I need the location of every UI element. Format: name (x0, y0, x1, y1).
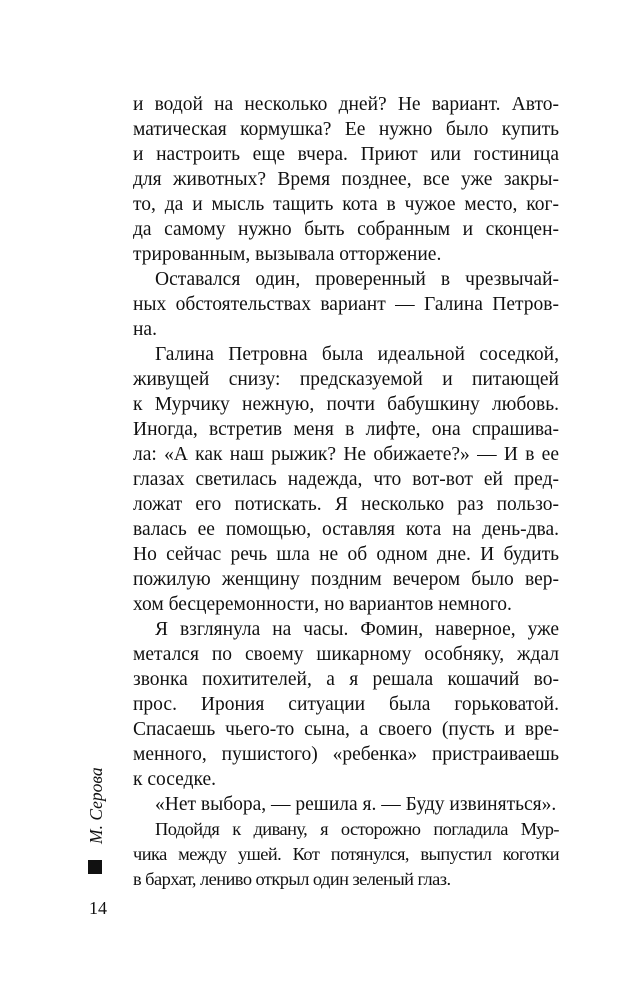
author-name: М. Серова (86, 767, 106, 844)
text-line: «Нет выбора, — решила я. — Буду извиняться». (155, 794, 557, 815)
text-line: Галина Петровна была идеальной соседкой, (155, 344, 559, 365)
text-line: и водой на несколько дней? Не вариант. Авто- (133, 94, 559, 115)
text-line: для животных? Время позднее, все уже закры- (133, 169, 559, 190)
text-line: к соседке. (133, 769, 216, 790)
text-line: да самому нужно быть собранным и сконцен- (133, 219, 559, 240)
text-line: матическая кормушка? Ее нужно было купить (133, 119, 559, 140)
text-line: и настроить еще вчера. Приют или гостиница (133, 144, 559, 165)
page-number: 14 (89, 898, 107, 918)
text-line: Я взглянула на часы. Фомин, наверное, уже (155, 619, 559, 640)
text-line: менного, пушистого) «ребенка» пристраиваешь (133, 744, 559, 765)
text-line: ла: «А как наш рыжик? Не обижаете?» — И в ее (133, 444, 559, 465)
text-line: Оставался один, проверенный в чрезвычай- (155, 269, 559, 290)
body-text (133, 92, 559, 892)
text-line: ложат его потискать. Я несколько раз пользо- (133, 494, 559, 515)
text-line: Подойдя к дивану, я осторожно погладила Мур- (155, 819, 559, 839)
text-line: валась ее помощью, оставляя кота на день-два. (133, 519, 559, 540)
text-line: трированным, вызывала отторжение. (133, 244, 442, 265)
text-line: звонка похитителей, а я решала кошачий во- (133, 669, 559, 690)
text-line: Спасаешь чьего-то сына, а своего (пусть и вре- (133, 719, 559, 740)
margin-marker (88, 860, 102, 874)
text-line: хом бесцеремонности, но вариантов немного. (133, 594, 512, 615)
text-line: живущей снизу: предсказуемой и питающей (133, 369, 559, 390)
text-line: прос. Ирония ситуации была горьковатой. (133, 694, 559, 715)
text-line: к Мурчику нежную, почти бабушкину любовь. (133, 394, 559, 415)
text-line: пожилую женщину поздним вечером было вер- (133, 569, 559, 590)
text-line: Иногда, встретив меня в лифте, она спрашива- (133, 419, 559, 440)
text-line: метался по своему шикарному особняку, ждал (133, 644, 559, 665)
text-line: то, да и мысль тащить кота в чужое место, ког- (133, 194, 559, 215)
text-line: на. (133, 319, 157, 340)
text-line: ных обстоятельствах вариант — Галина Петров- (133, 294, 559, 315)
text-line: в бархат, лениво открыл один зеленый глаз. (133, 869, 451, 889)
text-line: глазах светилась надежда, что вот-вот ей пред- (133, 469, 559, 490)
text-line: чика между ушей. Кот потянулся, выпустил коготки (133, 844, 559, 864)
text-line: Но сейчас речь шла не об одном дне. И будить (133, 544, 559, 565)
